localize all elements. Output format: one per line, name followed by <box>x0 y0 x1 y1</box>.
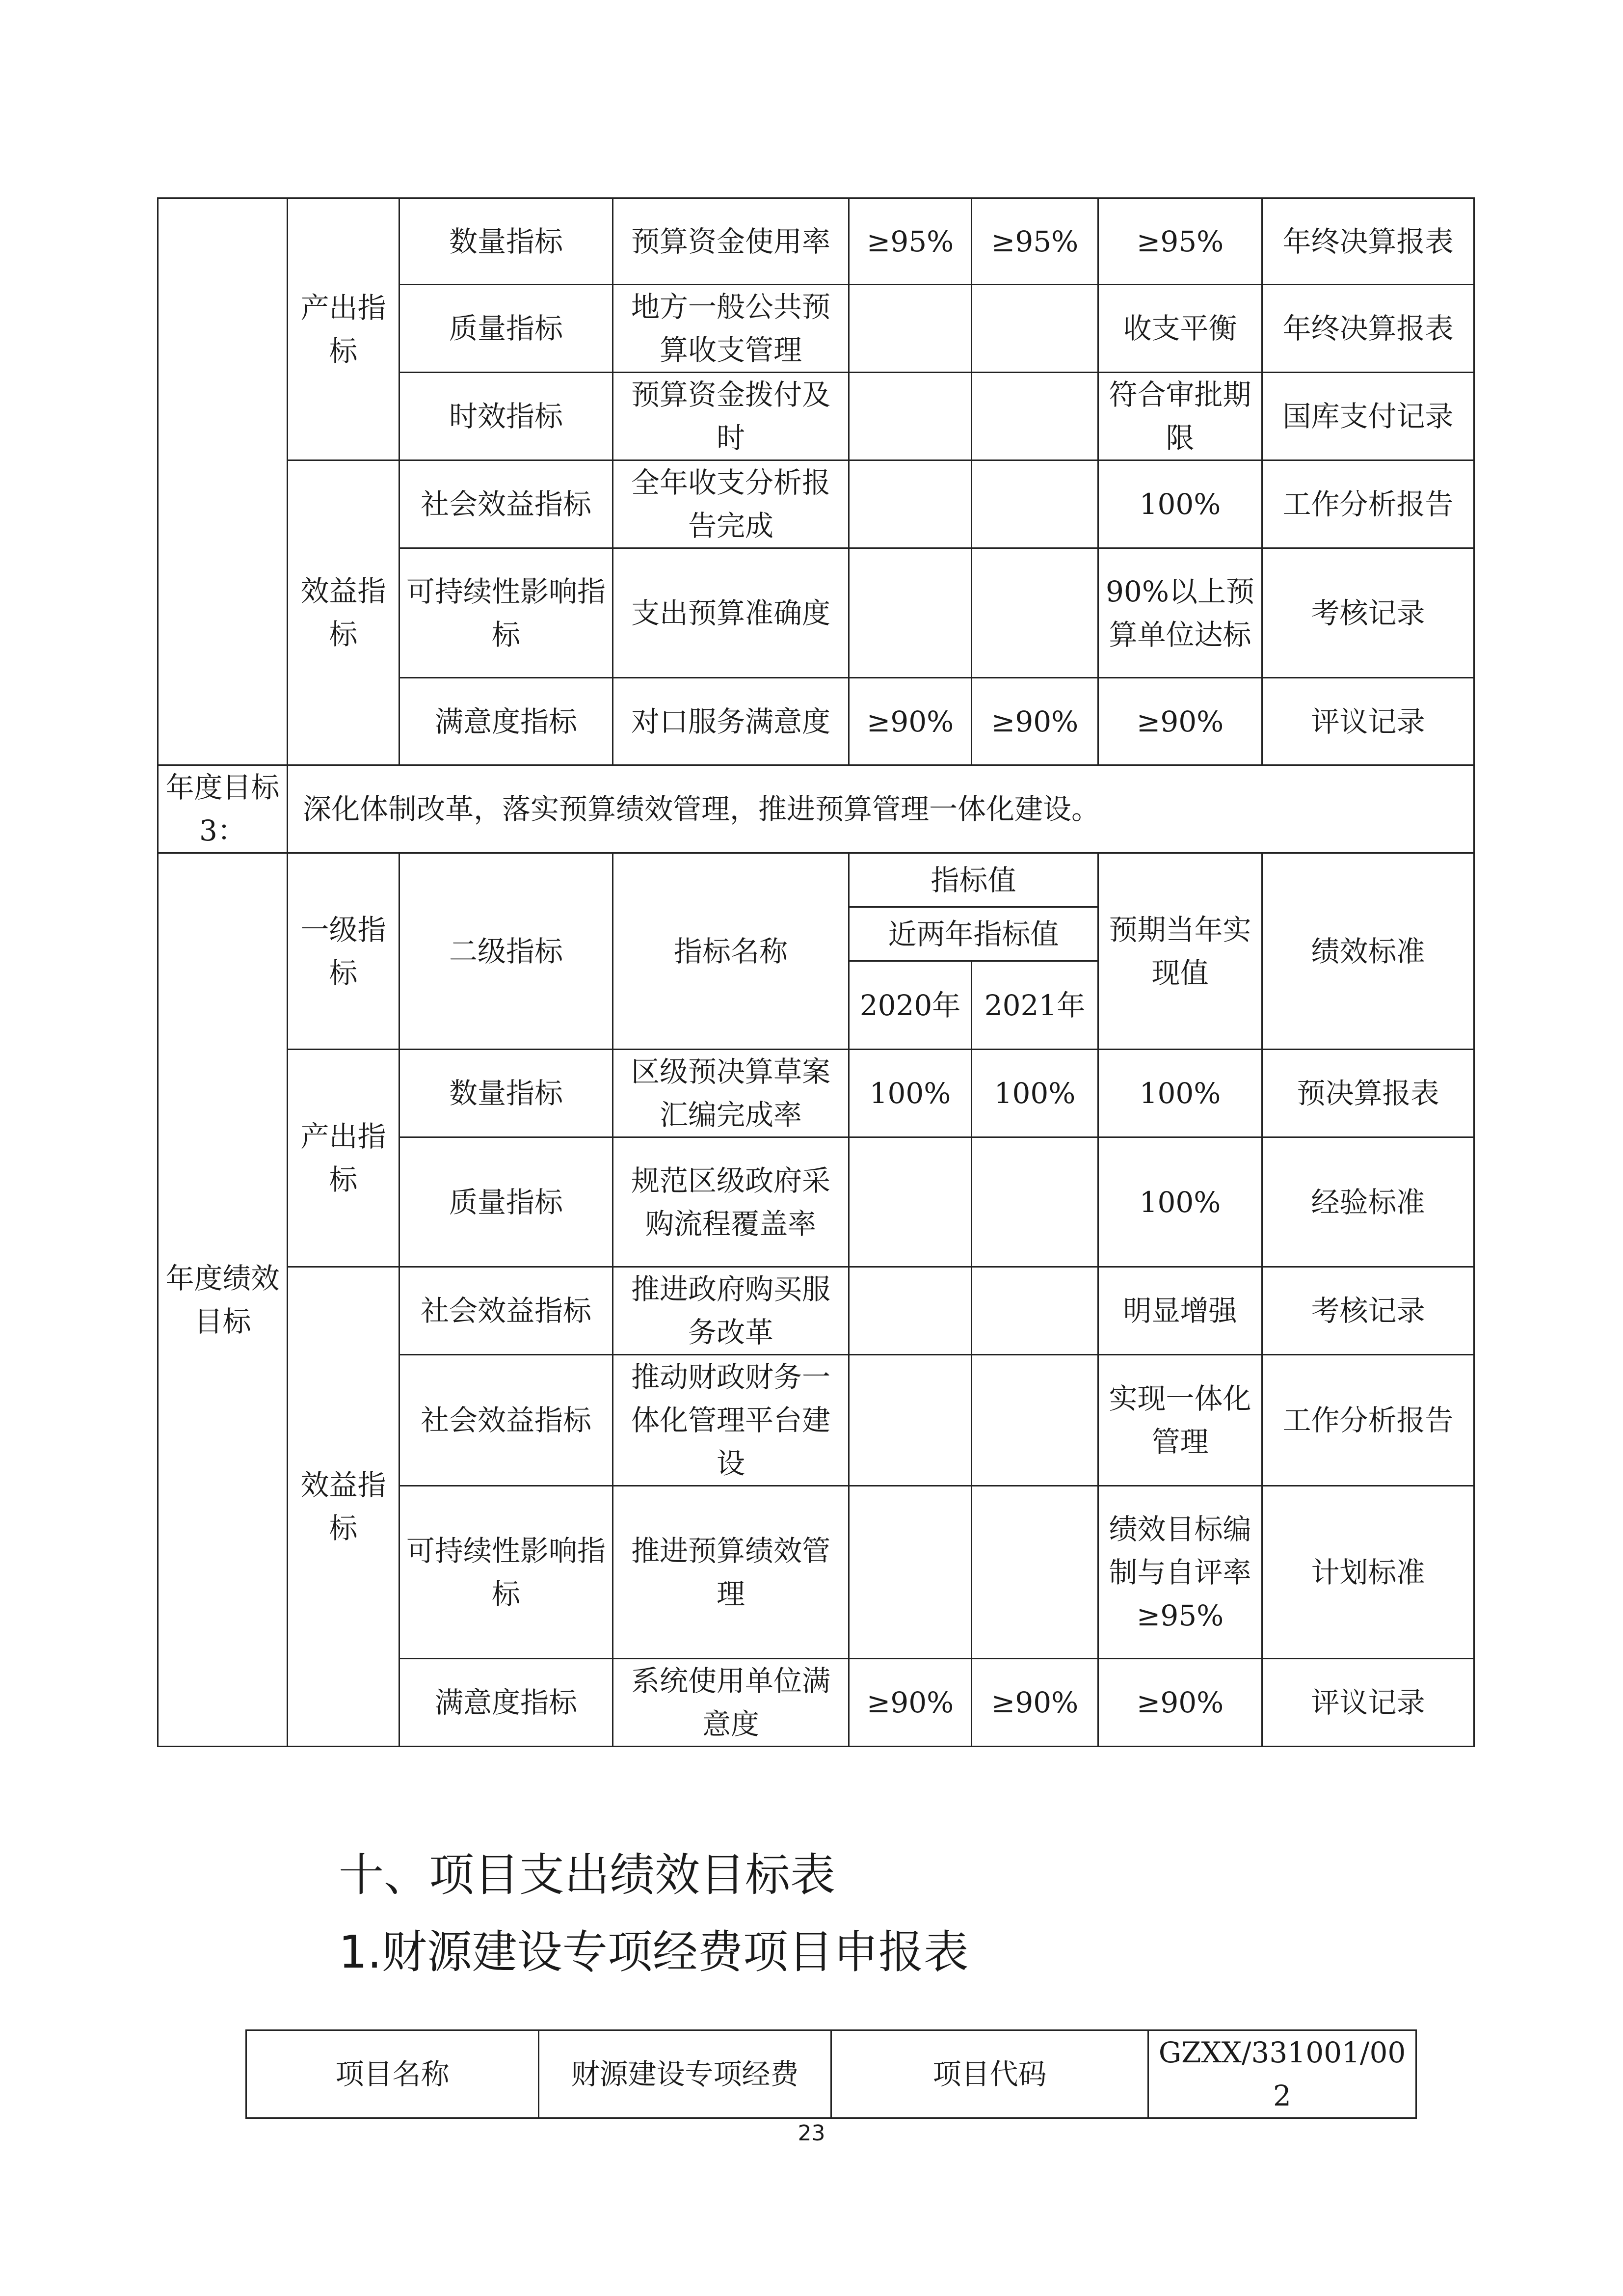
indicator-name: 全年收支分析报告完成 <box>613 460 849 548</box>
level1-benefit: 效益指标 <box>288 460 399 765</box>
value-2021 <box>972 548 1098 678</box>
indicator-name: 地方一般公共预算收支管理 <box>613 285 849 373</box>
value-2021 <box>972 1355 1098 1486</box>
indicator-name: 支出预算准确度 <box>613 548 849 678</box>
performance-standard: 预决算报表 <box>1262 1050 1474 1137</box>
level1-output: 产出指标 <box>288 198 399 460</box>
project-row <box>246 2030 1416 2118</box>
expected-value: 90%以上预算单位达标 <box>1098 548 1262 678</box>
value-2021 <box>972 1486 1098 1659</box>
level2-cell: 可持续性影响指标 <box>399 1486 613 1659</box>
value-2020: 100% <box>849 1050 972 1137</box>
performance-standard: 经验标准 <box>1262 1137 1474 1267</box>
project-code-label: 项目代码 <box>831 2030 1148 2118</box>
table-row <box>158 460 1474 548</box>
level2-cell: 质量指标 <box>399 1137 613 1267</box>
performance-standard: 年终决算报表 <box>1262 198 1474 285</box>
header-2021: 2021年 <box>972 961 1098 1050</box>
expected-value: 实现一体化管理 <box>1098 1355 1262 1486</box>
goal3-label: 年度目标3： <box>158 765 288 853</box>
performance-standard: 考核记录 <box>1262 548 1474 678</box>
value-2021 <box>972 1267 1098 1355</box>
table-row <box>158 198 1474 285</box>
page-number: 23 <box>798 2121 825 2146</box>
level2-cell: 社会效益指标 <box>399 460 613 548</box>
level1-output: 产出指标 <box>288 1050 399 1267</box>
value-2020 <box>849 285 972 373</box>
performance-standard: 计划标准 <box>1262 1486 1474 1659</box>
expected-value: 收支平衡 <box>1098 285 1262 373</box>
level2-cell: 社会效益指标 <box>399 1355 613 1486</box>
value-2020 <box>849 373 972 460</box>
level2-cell: 时效指标 <box>399 373 613 460</box>
expected-value: 符合审批期限 <box>1098 373 1262 460</box>
value-2020: ≥90% <box>849 1659 972 1747</box>
table-row <box>158 1050 1474 1137</box>
value-2020 <box>849 460 972 548</box>
expected-value: 绩效目标编制与自评率≥95% <box>1098 1486 1262 1659</box>
level2-cell: 数量指标 <box>399 198 613 285</box>
expected-value: 100% <box>1098 460 1262 548</box>
indicator-name: 规范区级政府采购流程覆盖率 <box>613 1137 849 1267</box>
expected-value: ≥90% <box>1098 1659 1262 1747</box>
level2-cell: 满意度指标 <box>399 1659 613 1747</box>
expected-value: 100% <box>1098 1050 1262 1137</box>
expected-value: 100% <box>1098 1137 1262 1267</box>
header-expected: 预期当年实现值 <box>1098 853 1262 1050</box>
header-recent: 近两年指标值 <box>849 907 1098 961</box>
header-value: 指标值 <box>849 853 1098 907</box>
value-2020: ≥90% <box>849 678 972 765</box>
blank-cell <box>158 198 288 765</box>
expected-value: ≥95% <box>1098 198 1262 285</box>
header-row <box>158 853 1474 907</box>
header-level1: 一级指标 <box>288 853 399 1050</box>
indicator-name: 区级预决算草案汇编完成率 <box>613 1050 849 1137</box>
section-heading: 十、项目支出绩效目标表 <box>339 1849 836 1901</box>
value-2020 <box>849 1137 972 1267</box>
value-2020 <box>849 1486 972 1659</box>
header-level2: 二级指标 <box>399 853 613 1050</box>
indicator-name: 预算资金拨付及时 <box>613 373 849 460</box>
level2-cell: 满意度指标 <box>399 678 613 765</box>
indicator-name: 推进政府购买服务改革 <box>613 1267 849 1355</box>
sub-heading: 1.财源建设专项经费项目申报表 <box>339 1926 969 1978</box>
value-2020 <box>849 548 972 678</box>
performance-standard: 评议记录 <box>1262 678 1474 765</box>
performance-standard: 考核记录 <box>1262 1267 1474 1355</box>
performance-standard: 年终决算报表 <box>1262 285 1474 373</box>
project-info-table <box>245 2029 1417 2119</box>
indicator-name: 对口服务满意度 <box>613 678 849 765</box>
performance-standard: 工作分析报告 <box>1262 460 1474 548</box>
indicator-name: 推动财政财务一体化管理平台建设 <box>613 1355 849 1486</box>
project-name-value: 财源建设专项经费 <box>539 2030 831 2118</box>
value-2021 <box>972 373 1098 460</box>
level2-cell: 社会效益指标 <box>399 1267 613 1355</box>
performance-standard: 工作分析报告 <box>1262 1355 1474 1486</box>
project-code-value: GZXX/331001/002 <box>1148 2030 1416 2118</box>
header-name: 指标名称 <box>613 853 849 1050</box>
value-2021: 100% <box>972 1050 1098 1137</box>
goal3-text: 深化体制改革，落实预算绩效管理，推进预算管理一体化建设。 <box>288 765 1474 853</box>
performance-standard: 评议记录 <box>1262 1659 1474 1747</box>
value-2021: ≥95% <box>972 198 1098 285</box>
project-name-label: 项目名称 <box>246 2030 539 2118</box>
expected-value: ≥90% <box>1098 678 1262 765</box>
value-2021 <box>972 285 1098 373</box>
header-standard: 绩效标准 <box>1262 853 1474 1050</box>
section-label: 年度绩效目标 <box>158 853 288 1747</box>
performance-standard: 国库支付记录 <box>1262 373 1474 460</box>
indicator-name: 推进预算绩效管理 <box>613 1486 849 1659</box>
value-2021: ≥90% <box>972 1659 1098 1747</box>
table-row <box>158 1267 1474 1355</box>
indicator-name: 预算资金使用率 <box>613 198 849 285</box>
expected-value: 明显增强 <box>1098 1267 1262 1355</box>
header-2020: 2020年 <box>849 961 972 1050</box>
value-2021 <box>972 460 1098 548</box>
value-2021 <box>972 1137 1098 1267</box>
goal3-row <box>158 765 1474 853</box>
level2-cell: 数量指标 <box>399 1050 613 1137</box>
value-2020 <box>849 1267 972 1355</box>
value-2020 <box>849 1355 972 1486</box>
value-2021: ≥90% <box>972 678 1098 765</box>
value-2020: ≥95% <box>849 198 972 285</box>
level2-cell: 质量指标 <box>399 285 613 373</box>
performance-table <box>157 197 1475 1747</box>
level2-cell: 可持续性影响指标 <box>399 548 613 678</box>
indicator-name: 系统使用单位满意度 <box>613 1659 849 1747</box>
level1-benefit: 效益指标 <box>288 1267 399 1747</box>
